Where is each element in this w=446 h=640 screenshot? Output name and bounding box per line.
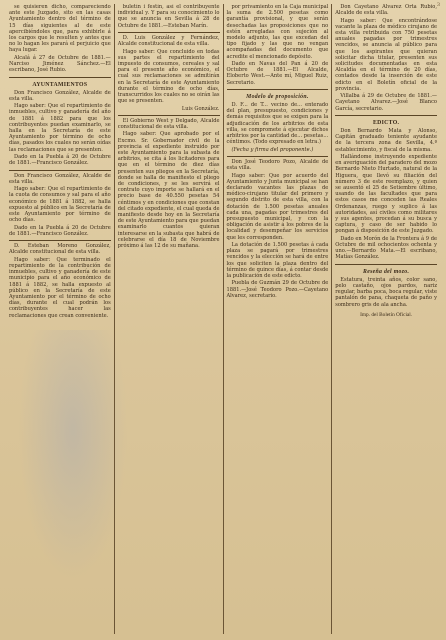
notice-text: La dotación de 1.500 pesetas á cada plaza se pagará por trimestres vencidos y la elección se hará de entre los que soliciten la plaza dentro del término de quince días, á contar desde la publicación de este edicto.	[226, 242, 329, 280]
notice-text: Hago saber: Que aprobado por el Excmo. Sr. Gobernador civil de la provincia el expediente instruido por este Ayuntamiento para la subasta de arbitrios, se cita á los licitadores para que en el término de diez días presenten sus pliegos en la Secretaría, donde se halla de manifiesto el pliego de condiciones, y se les servirá el contrato cuyo importe se hallará en el precio base de 40.550 pesetas 54 céntimos y en condiciones que constan del citado expediente, el cual queda de manifiesto desde hoy en la Secretaría de este Ayuntamiento para que puedan examinarlo cuantos quieran interesarse en la subasta que habrá de celebrarse el día 18 de Noviembre próximo á las 12 de su mañana.	[117, 131, 220, 250]
printer-footer: Imp. del Boletín Oficial.	[360, 311, 413, 318]
notice-col2-1	[118, 4, 220, 32]
notice-title: D. Luis González y Fernández, Alcalde constitucional de esta villa.	[117, 35, 220, 48]
notice-col1-2	[9, 77, 111, 170]
notice-signature: Alcalá á 27 de Octubre de 1881.—Narciso Jiménez Sánchez.—El escribano, José Rubio.	[9, 54, 111, 74]
notice-signature: Dado en la Puebla á 20 de Octubre de 1881.—Francisco González.	[9, 224, 111, 237]
notice-text: se quisieren dicho, compareciendo ante este Juzgado, sito en las casas Ayuntamiento dentro del término de 15 días siguientes al de este apercibiéndoles que, para exhibirle á los cargos que le resulten y antes que no lo hagan les parará el perjuicio que haya lugar.	[9, 4, 111, 54]
proposal-text: D. F... de T... vecino de... enterado del plan, presupuesto, condiciones y demás requisitos que se exigen para la adjudicación de los arbitrios de esta villa, se compromete á ejecutar dichos arbitrios por la cantidad de... pesetas... céntimos. (Todo expresado en letra.)	[226, 102, 329, 146]
notice-text: Hago saber: Que por acuerdo del Ayuntamiento y Junta municipal se han declarado vacantes las plazas de médico-cirujano titular del primero y segundo distrito de esta villa, con la dotación de 1.500 pesetas anuales cada una, pagadas por trimestres del presupuesto municipal, y con la obligación de asistir á los pobres de la localidad y desempeñar los servicios que les corresponden.	[226, 172, 329, 241]
notice-signature: Luis González.	[181, 105, 220, 112]
notice-signature: Puebla de Guzmán 29 de Octubre de 1881.—José Teodoro Pozo.—Cayetano Alvarez, secretario.	[226, 280, 329, 299]
notice-text: Hago saber: Que el repartimiento de inmuebles, cultivo y ganadería del año de 1881 á 1882 para que los contribuyentes puedan examinarlo, se halla en la Secretaría de este Ayuntamiento por término de ocho días, pasados los cuales no serán oídas las reclamaciones que se presenten.	[9, 103, 111, 153]
notice-text: Hago saber: Que el repartimiento de la cuota de consumos y sal para el año económico de 1881 á 1882, se halla expuesto al público en la Secretaría de este Ayuntamiento por término de ocho días.	[9, 186, 111, 224]
notice-col3-1	[227, 4, 329, 89]
notice-title: Don José Teodoro Pozo, Alcalde de esta villa.	[226, 159, 329, 172]
notice-text: Hago saber: Que encontrándose vacante la plaza de médico cirujano de esta villa retribuida con 750 pesetas anuales pagadas por trimestres vencidos, se anuncia al público para que los aspirantes que quieran solicitar dicha titular, presenten sus solicitudes documentadas en esta Alcaldía en el término de 20 días, contados desde la inserción de este edicto en el Boletín oficial de la provincia.	[335, 17, 437, 92]
notice-title: Don Cayetano Alvarez Orta Rubio, Alcalde de esta villa.	[335, 4, 437, 17]
notice-title: Don Bernardo Mata y Alonso, Capitán graduado teniente ayudante de la tercera zona de Sevilla, 4.º establecimiento, y fiscal de la misma.	[335, 128, 437, 153]
notice-title: El Gobierno West y Delgado, Alcalde constitucional de esta villa.	[117, 117, 220, 131]
description-text: Estatura, treinta años, color sano, pelo castaño, ojos pardos, nariz regular, barba poca, boca regular, viste pantalón de pana, chaqueta de paño y sombrero gris de ala ancha.	[335, 276, 437, 308]
notice-col4-3	[335, 264, 437, 320]
notice-text: buletín i festín, así el contribuyente individual y. Y para su conocimiento lo que se anuncia en Sevilla á 28 de Octubre de 1881.—Esteban Marín.	[117, 4, 220, 29]
notice-col1-4	[9, 240, 111, 322]
notice-title: Don Francisco González, Alcalde de esta villa.	[9, 89, 111, 102]
column-1	[6, 4, 115, 634]
notice-col3-2	[227, 89, 329, 156]
notice-col1-1	[9, 4, 111, 77]
description-heading: Reseña del mozo.	[363, 268, 410, 275]
notice-text: Hago saber: Que concluido en todas sus partes el repartimiento del impuesto de consumos, cereales y sal para el presente año económico, el cual sus reclamaciones se admitirán en la Secretaría de este Ayuntamiento durante el término de ocho días, transcurridos los cuales no se oirán las que se presenten.	[117, 48, 220, 105]
notice-col1-3	[9, 170, 111, 241]
column-4	[332, 4, 440, 634]
notice-signature: Dado en la Puebla á 20 de Octubre de 1881.—Francisco González.	[9, 154, 111, 167]
notice-title: Don Francisco González, Alcalde de esta villa.	[9, 172, 111, 185]
notice-col3-3	[227, 156, 329, 302]
notice-text: Hallándome instruyendo expediente en averiguación del paradero del mozo Bernardo Nieto Hurtado, natural de la Higuera, que llevó su filiación del número 3 de este reemplazo, y quien se ausentó el 25 de Setiembre último, usando de las facultades que para estos casos me conceden las Reales Ordenanzas, ruego y suplico á las autoridades, así civiles como militares y sus agentes, procedan á su busca y captura, y caso de ser habido lo pongan á disposición de este Juzgado.	[335, 154, 437, 235]
columns	[6, 4, 440, 634]
notice-signature: Villalba á 29 de Octubre de 1881.—Cayetano Alvarez.—José Blanco García, secretario.	[335, 93, 437, 112]
notice-col4-1	[335, 4, 437, 115]
column-2	[115, 4, 224, 634]
notice-title: D. Esteban Moreno González, Alcalde constitucional de esta villa.	[9, 243, 111, 256]
notice-col4-2	[335, 115, 437, 264]
page-number: 3	[436, 2, 440, 8]
notice-col2-2	[118, 32, 220, 115]
proposal-signature: (Fecha y firma del proponente.)	[231, 146, 314, 153]
notice-signature: Dado en Morón de la Frontera á 9 de Octubre de mil ochocientos ochenta y uno.—Bernardo Mata.—El escribano, Matías González.	[335, 235, 437, 261]
section-heading-ayuntamientos: AYUNTAMIENTOS	[32, 81, 88, 88]
edicto-heading: EDICTO.	[372, 120, 400, 127]
notice-col2-3	[118, 115, 220, 253]
model-proposal-heading: Modelo de proposición.	[246, 94, 309, 101]
notice-text: por privamiento en la Caja municipal la suma de 2.500 pesetas como garantía provisional, y que serán desechadas las proposiciones que no estén arregladas con sujeción al modelo adjunto, las que excedan del tipo fijado y las que no vengan acompañadas del documento que acredite el mencionado depósito.	[226, 4, 329, 60]
notice-text: Hago saber: Que terminado el repartimiento de la contribución de inmuebles, cultivo y ganadería de este municipio para el año económico de 1881 á 1882, se halla expuesto al público en la Secretaría de este Ayuntamiento por el término de ocho días, durante el cual podrán los contribuyentes hacer las reclamaciones que crean conveniente.	[9, 256, 111, 319]
notice-signature: Dado en Navas del Pan á 20 de Octubre de 1881.—El Alcalde, Eloberto West.—Ante mí, Miguel Ruiz, Secretario.	[226, 61, 329, 86]
column-3	[224, 4, 333, 634]
